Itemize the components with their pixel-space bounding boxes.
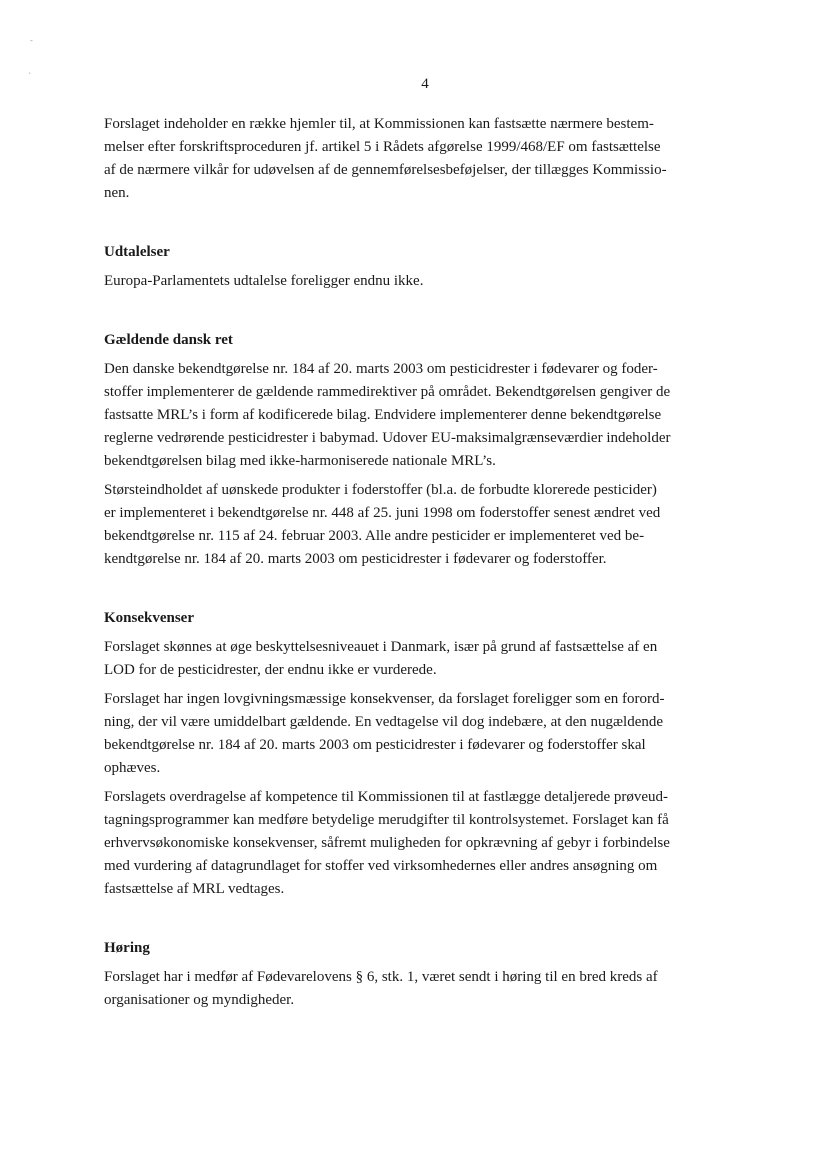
paragraph-konsekvenser-2 [104, 688, 724, 780]
section-spacer [104, 211, 724, 241]
text-line: reglerne vedrørende pesticidrester i babymad. Udover EU-maksimalgrænseværdier indeholder [104, 430, 671, 446]
text-line: Den danske bekendtgørelse nr. 184 af 20. marts 2003 om pesticidrester i fødevarer og foder- [104, 361, 658, 377]
text-line: Forslaget har ingen lovgivningsmæssige konsekvenser, da forslaget foreligger som en forord- [104, 691, 665, 707]
document-body [104, 113, 724, 1018]
text-line: stoffer implementerer de gældende rammedirektiver på området. Bekendtgørelsen gengiver de [104, 384, 671, 400]
text-line: LOD for de pesticidrester, der endnu ikke er vurderede. [104, 662, 437, 678]
text-line: Europa-Parlamentets udtalelse foreligger endnu ikke. [104, 273, 424, 289]
paragraph-gaeldende-1 [104, 358, 724, 473]
text-line: med vurdering af datagrundlaget for stoffer ved virksomhedernes eller andres ansøgning om [104, 858, 658, 874]
paragraph-gaeldende-2 [104, 479, 724, 571]
text-line: ning, der vil være umiddelbart gældende. En vedtagelse vil dog indebære, at den nugældende [104, 714, 664, 730]
text-line: tagningsprogrammer kan medføre betydelige merudgifter til kontrolsystemet. Forslaget kan få [104, 812, 669, 828]
section-spacer [104, 577, 724, 607]
section-spacer [104, 299, 724, 329]
text-line: erhvervsøkonomiske konsekvenser, såfremt muligheden for opkrævning af gebyr i forbindelse [104, 835, 670, 851]
section-heading-horing: Høring [104, 940, 150, 956]
text-line: bekendtgørelsen bilag med ikke-harmoniserede nationale MRL’s. [104, 453, 496, 469]
text-line: melser efter forskriftsproceduren jf. artikel 5 i Rådets afgørelse 1999/468/EF om fastsættelse [104, 139, 661, 155]
text-line: Størsteindholdet af uønskede produkter i foderstoffer (bl.a. de forbudte klorerede pesticider) [104, 482, 657, 498]
section-spacer [104, 907, 724, 937]
paragraph-konsekvenser-3 [104, 786, 724, 901]
text-line: bekendtgørelse nr. 115 af 24. februar 2003. Alle andre pesticider er implementeret ved be- [104, 528, 645, 544]
section-heading-konsekvenser: Konsekvenser [104, 610, 194, 626]
section-heading-gaeldende: Gældende dansk ret [104, 332, 233, 348]
text-line: ophæves. [104, 760, 161, 776]
text-line: bekendtgørelse nr. 184 af 20. marts 2003 om pesticidrester i fødevarer og foderstoffer skal [104, 737, 646, 753]
section-heading-udtalelser: Udtalelser [104, 244, 170, 260]
scan-artifact: ` [28, 72, 32, 81]
text-line: fastsatte MRL’s i form af kodificerede bilag. Endvidere implementerer denne bekendtgørelse [104, 407, 662, 423]
text-line: organisationer og myndigheder. [104, 992, 295, 1008]
text-line: Forslaget indeholder en række hjemler til, at Kommissionen kan fastsætte nærmere bestem- [104, 116, 654, 132]
paragraph-konsekvenser-1 [104, 636, 724, 682]
text-line: fastsættelse af MRL vedtages. [104, 881, 285, 897]
paragraph-udtalelser-1 [104, 270, 724, 293]
paragraph-intro-1 [104, 113, 724, 205]
paragraph-horing-1 [104, 966, 724, 1012]
text-line: af de nærmere vilkår for udøvelsen af de gennemførelsesbeføjelser, der tillægges Kommissio- [104, 162, 667, 178]
text-line: Forslaget har i medfør af Fødevarelovens § 6, stk. 1, været sendt i høring til en bred kreds af [104, 969, 658, 985]
page-number: 4 [421, 76, 429, 92]
text-line: Forslaget skønnes at øge beskyttelsesniveauet i Danmark, især på grund af fastsættelse af en [104, 639, 658, 655]
text-line: er implementeret i bekendtgørelse nr. 448 af 25. juni 1998 om foderstoffer senest ændret ved [104, 505, 661, 521]
scan-artifact: - [30, 36, 33, 45]
text-line: Forslagets overdragelse af kompetence til Kommissionen til at fastlægge detaljerede prøveud- [104, 789, 668, 805]
text-line: kendtgørelse nr. 184 af 20. marts 2003 om pesticidrester i fødevarer og foderstoffer. [104, 551, 607, 567]
text-line: nen. [104, 185, 130, 201]
